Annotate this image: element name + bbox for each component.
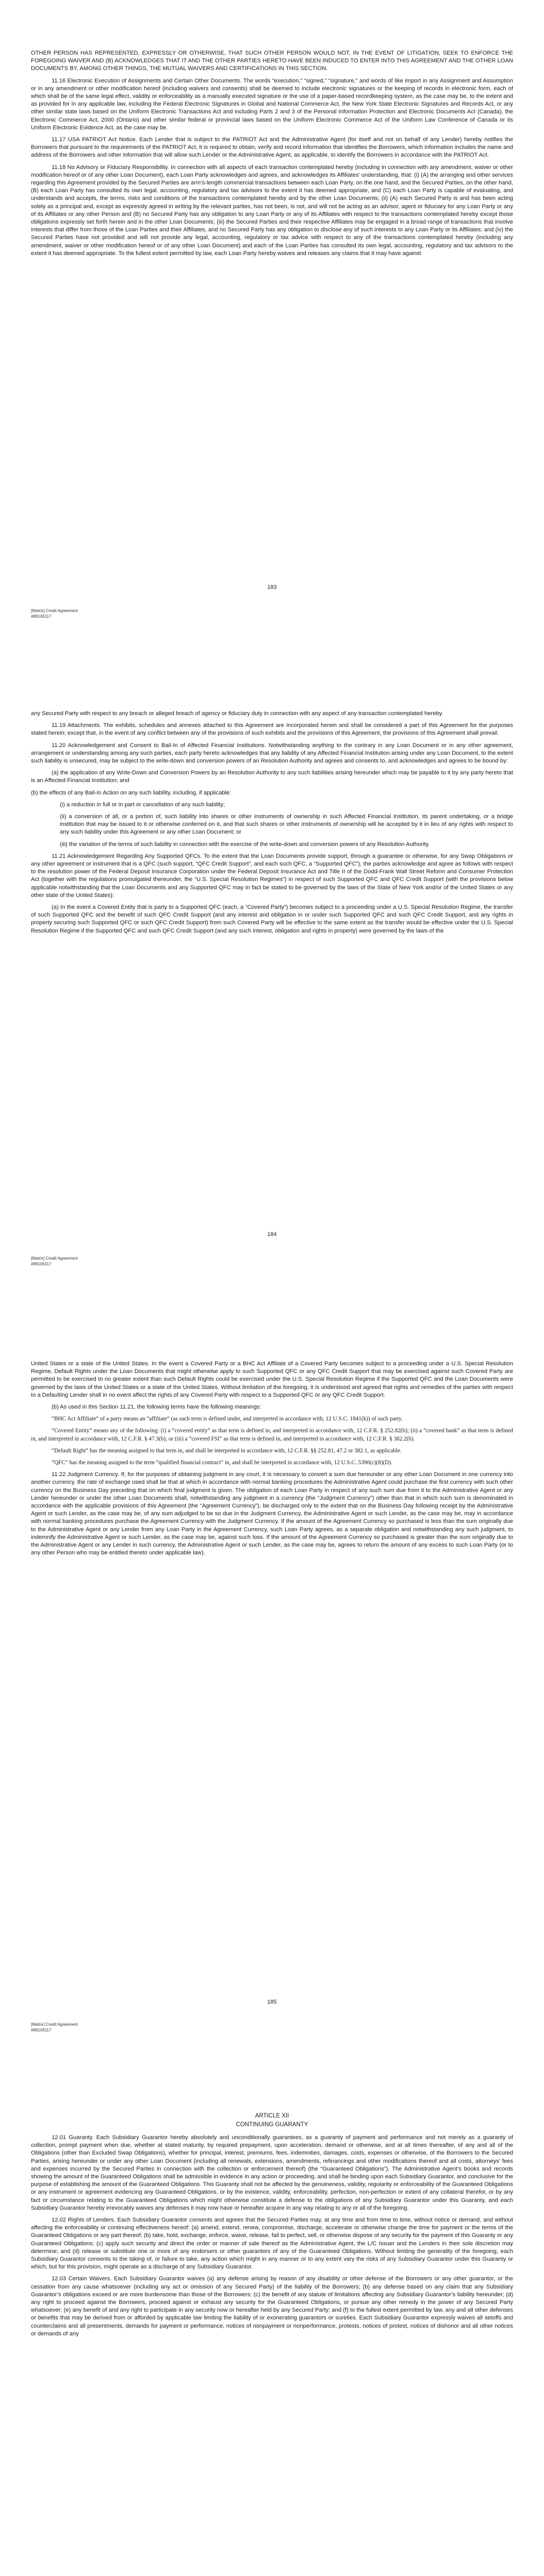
clause-i: (i) a reduction in full or in part or cancellation of any such liability; [60,801,225,808]
article-title: ARTICLE XII [255,2113,289,2119]
clause-a: (a) the application of any Write-Down and Conversion Powers by an Resolution Authority to any such liabilities arising hereunder which may be payable to it by any party hereto that is an Affected Financial Institution; and [31,770,513,784]
clause-ii: (ii) a conversion of all, or a portion of, such liability into shares or other instruments of ownership in such Affected Financial Institution, its parent undertaking, or a bridge institution that may be issued to it or otherwise conferred on it, and that such shares or other instruments of ownership will be accepted by it in lieu of any rights with respect to any such liability under this Agreement or any other Loan Document; or [60,814,513,836]
paragraph-11-18: 11.18 No Advisory or Fiduciary Responsibility. In connection with all aspects of each transaction contemplated hereby (including in connection with any amendment, waiver or other modification hereof or of any other Loan Document), each Loan Party acknowledges and agrees, and acknowledges its Affiliates’ understanding, that: (i) (A) the arranging and other services regarding this Agreement provided by the Secured Parties are arm’s-length commercial transactions between each Loan Party, on the one hand, and the Secured Parties, on the other hand, (B) each Loan Party has consulted its own legal, accounting, regulatory and tax advisors to the extent it has deemed appropriate, and (C) each Loan Party is capable of evaluating, and understands and accepts, the terms, risks and conditions of the transactions contemplated hereby and by the other Loan Documents; (ii) (A) each Secured Party is and has been acting solely as a principal and, except as expressly agreed in writing by the relevant parties, has not been, is not, and will not be acting as an advisor, agent or fiduciary for any Loan Party or any of its Affiliates or any other Person and (B) no Secured Party has any obligation to any Loan Party or any of its Affiliates with respect to the transactions contemplated hereby except those obligations expressly set forth herein and in the other Loan Documents; (iii) the Secured Parties and their respective Affiliates may be engaged in a broad range of transactions that involve interests that differ from those of the Loan Parties and their Affiliates, and no Secured Party has any obligation to disclose any of such interests to any Loan Party or its Affiliates; and (iv) the Secured Parties have not provided and will not provide any legal, accounting, regulatory or tax advice with respect to any of the transactions contemplated hereby (including any amendment, waiver or other modification hereof or of any other Loan Document) and each of the Loan Parties has consulted its own legal, accounting, regulatory and tax advisors to the extent it has deemed appropriate. To the fullest extent permitted by law, each Loan Party hereby waives and releases any claims that it may have against [31,164,513,257]
page-number: 183 [267,584,277,590]
paragraph-11-21: 11.21 Acknowledgement Regarding Any Supported QFCs. To the extent that the Loan Documents provide support, through a guarantee or otherwise, for any Swap Obligations or any other agreement or instrument that is a QFC (such support, “QFC Credit Support”, and each such QFC, a “Supported QFC”), the parties acknowledge and agree as follows with respect to the resolution power of the Federal Deposit Insurance Corporation under the Federal Deposit Insurance Act and Title II of the Dodd-Frank Wall Street Reform and Consumer Protection Act (together with the regulations promulgated thereunder, the “U.S. Special Resolution Regimes”) in respect of such Supported QFC and QFC Credit Support (with the provisions below applicable notwithstanding that the Loan Documents and any Supported QFC may in fact be stated to be governed by the laws of the State of New York and/or of the United States or any other state of the United States): [31,853,513,899]
page-footer [31,608,78,619]
page-footer [31,1256,78,1267]
document-page-184 [0,710,544,939]
definition-qfc: “QFC” has the meaning assigned to the term “qualified financial contract” in, and shall be interpreted in accordance with, 12 U.S.C. 5390(c)(8)(D). [52,1460,392,1466]
definition-covered-entity: “Covered Entity” means any of the following: (i) a “covered entity” as that term is defined in, and interpreted in accordance with, 12 C.F.R. § 252.82(b); (ii) a “covered bank” as that term is defined in, and interpreted in accordance with, 12 C.F.R. § 47.3(b); or (iii) a “covered FSI” as that term is defined in, and interpreted in accordance with, 12 C.F.R. § 382.2(b). [31,1428,513,1442]
clause-a-covered-party: (a) In the event a Covered Entity that is party to a Supported QFC (each, a “Covered Party”) becomes subject to a proceeding under a U.S. Special Resolution Regime, the transfer of such Supported QFC and the benefit of such QFC Credit Support (and any interest and obligation in or under such Supported QFC and such QFC Credit Support, and any rights in property securing such Supported QFC or such QFC Credit Support) from such Covered Party will be effective to the same extent as the transfer would be effective under the U.S. Special Resolution Regime if the Supported QFC and such QFC Credit Support (and any such interest, obligation and rights in property) were governed by the laws of the [31,904,513,934]
clause-b-definitions: (b) As used in this Section 11.21, the following terms have the following meanings: [52,1404,261,1411]
page-number: 185 [267,1999,277,2005]
definition-default-right: “Default Right” has the meaning assigned to that term in, and shall be interpreted in accordance with, 12 C.F.R. §§ 252.81, 47.2 or 382.1, as applicable. [52,1447,402,1454]
paragraph: any Secured Party with respect to any breach or alleged breach of agency or fiduciary duty in connection with any aspect of any transaction contemplated hereby. [31,710,443,717]
paragraph-11-20: 11.20 Acknowledgement and Consent to Bail-In of Affected Financial Institutions. Notwithstanding anything to the contrary in any Loan Document or in any other agreement, arrangement or understanding among any such parties, each party hereto acknowledges that any liability of any Affected Financial Institution arising under any Loan Document, to the extent such liability is unsecured, may be subject to the write-down and conversion powers of an Resolution Authority and agrees and consents to, and acknowledges and agrees to be bound by: [31,742,513,765]
document-page-185 [0,1360,544,1561]
footer-doc-id: #89106117 [31,614,52,619]
document-page-186 [0,2112,544,2342]
footer-title: [Matrix] Credit Agreement [31,608,78,613]
paragraph-11-19: 11.19 Attachments. The exhibits, schedules and annexes attached to this Agreement are incorporated herein and shall be considered a part of this Agreement for the purposes stated herein; except that, in the event of any conflict between any of the provisions of such exhibits and the provisions of this Agreement, the provisions of this Agreement shall prevail. [31,722,513,737]
footer-doc-id: #89106117 [31,1262,52,1266]
footer-title: [Matrix] Credit Agreement [31,2022,78,2027]
footer-title: [Matrix] Credit Agreement [31,1256,78,1261]
paragraph-11-17: 11.17 USA PATRIOT Act Notice. Each Lender that is subject to the PATRIOT Act and the Administrative Agent (for itself and not on behalf of any Lender) hereby notifies the Borrowers that pursuant to the requirements of the PATRIOT Act, it is required to obtain, verify and record information that identifies the Borrowers, which information includes the name and address of the Borrowers and other information that will allow such Lender or the Administrative Agent, as applicable, to identify the Borrowers in accordance with the PATRIOT Act. [31,137,513,159]
article-subtitle: CONTINUING GUARANTY [236,2122,308,2128]
page-number: 184 [267,1231,277,1238]
paragraph: United States or a state of the United States. In the event a Covered Party or a BHC Act Affiliate of a Covered Party becomes subject to a proceeding under a U.S. Special Resolution Regime, Default Rights under the Loan Documents that might otherwise apply to such Supported QFC or any QFC Credit Support that may be exercised against such Covered Party are permitted to be exercised to no greater extent than such Default Rights could be exercised under the U.S. Special Resolution Regime if the Supported QFC and the Loan Documents were governed by the laws of the United States or a state of the United States. Without limitation of the foregoing, it is understood and agreed that rights and remedies of the parties with respect to a Defaulting Lender shall in no event affect the rights of any Covered Party with respect to a Supported QFC or any QFC Credit Support. [31,1361,513,1398]
clause-iii: (iii) the variation of the terms of such liability in connection with the exercise of the write-down and conversion powers of any Resolution Authority. [60,841,430,848]
paragraph-12-02: 12.02 Rights of Lenders. Each Subsidiary Guarantor consents and agrees that the Secured Parties may, at any time and from time to time, without notice or demand, and without affecting the enforceability or continuing effectiveness hereof: (a) amend, extend, renew, compromise, discharge, accelerate or otherwise change the time for payment or the terms of the Guaranteed Obligations or any part thereof; (b) take, hold, exchange, enforce, waive, release, fail to perfect, sell, or otherwise dispose of any security for the payment of this Guaranty or any Guaranteed Obligations; (c) apply such security and direct the order or manner of sale thereof as the Administrative Agent, the L/C Issuer and the Lenders in their sole discretion may determine; and (d) release or substitute one or more of any endorsers or other guarantors of any of the Guaranteed Obligations. Without limiting the generality of the foregoing, each Subsidiary Guarantor consents to the taking of, or failure to take, any action which might in any manner or to any extent vary the risks of any Subsidiary Guarantor under this Guaranty or which, but for this provision, might operate as a discharge of any Subsidiary Guarantor. [31,2217,513,2270]
clause-b: (b) the effects of any Bail-In Action on any such liability, including, if applicable: [31,789,232,796]
paragraph-11-22: 11.22 Judgment Currency. If, for the purposes of obtaining judgment in any court, it is necessary to convert a sum due hereunder or any other Loan Document in one currency into another currency, the rate of exchange used shall be that at which in accordance with normal banking procedures the Administrative Agent could purchase the first currency with such other currency on the Business Day preceding that on which final judgment is given. The obligation of each Loan Party in respect of any such sum due from it to the Administrative Agent or any Lender hereunder or under the other Loan Documents shall, notwithstanding any judgment in a currency (the “Judgment Currency”) other than that in which such sum is denominated in accordance with the applicable provisions of this Agreement (the “Agreement Currency”), be discharged only to the extent that on the Business Day following receipt by the Administrative Agent or such Lender, as the case may be, of any sum adjudged to be so due in the Judgment Currency, the Administrative Agent or such Lender, as the case may be, may in accordance with normal banking procedures purchase the Agreement Currency with the Judgment Currency. If the amount of the Agreement Currency so purchased is less than the sum originally due to the Administrative Agent or any Lender from any Loan Party in the Agreement Currency, such Loan Party agrees, as a separate obligation and notwithstanding any such judgment, to indemnify the Administrative Agent or such Lender, as the case may be, against such loss. If the amount of the Agreement Currency so purchased is greater than the sum originally due to the Administrative Agent or any Lender in such currency, the Administrative Agent or such Lender, as the case may be, agrees to return the amount of any excess to such Loan Party (or to any other Person who may be entitled thereto under applicable law). [31,1471,513,1556]
document-page-183 [0,49,544,262]
paragraph-11-16: 11.16 Electronic Execution of Assignments and Certain Other Documents. The words “execution,” “signed,” “signature,” and words of like import in any Assignment and Assumption or in any amendment or other modification hereof (including waivers and consents) shall be deemed to include electronic signatures or the keeping of records in electronic form, each of which shall be of the same legal effect, validity or enforceability as a manually executed signature or the use of a paper-based recordkeeping system, as the case may be, to the extent and as provided for in any applicable law, including the Federal Electronic Signatures in Global and National Commerce Act, the New York State Electronic Signatures and Records Act, or any other similar state laws based on the Uniform Electronic Transactions Act and including Parts 2 and 3 of the Personal Information Protection and Electronic Documents Act (Canada), the Electronic Commerce Act, 2000 (Ontario) and other similar federal or provincial laws based on the Uniform Electronic Commerce Act of the Uniform Law Conference of Canada or its Uniform Electronic Evidence Act, as the case may be. [31,77,513,131]
footer-doc-id: #89106117 [31,2028,52,2032]
definition-bhc-act-affiliate: “BHC Act Affiliate” of a party means an “affiliate” (as such term is defined under, and interpreted in accordance with, 12 U.S.C. 1841(k)) of such party. [52,1416,403,1422]
page-footer [31,2022,78,2033]
paragraph-12-03: 12.03 Certain Waivers. Each Subsidiary Guarantor waives (a) any defense arising by reason of any disability or other defense of the Borrowers or any other guarantor, or the cessation from any cause whatsoever (including any act or omission of any Secured Party) of the liability of the Borrowers; (b) any defense based on any claim that any Subsidiary Guarantor’s obligations exceed or are more burdensome than those of the Borrowers; (c) the benefit of any statute of limitations affecting any Subsidiary Guarantor’s liability hereunder; (d) any right to proceed against the Borrowers, proceed against or exhaust any security for the Guaranteed Obligations, or pursue any other remedy in the power of any Secured Party whatsoever; (e) any benefit of and any right to participate in any security now or hereafter held by any Secured Party; and (f) to the fullest extent permitted by law, any and all other defenses or benefits that may be derived from or afforded by applicable law limiting the liability of or exonerating guarantors or sureties. Each Subsidiary Guarantor expressly waives all setoffs and counterclaims and all presentments, demands for payment or performance, notices of nonpayment or nonperformance, protests, notices of protest, notices of dishonor and all other notices or demands of any [31,2276,513,2337]
paragraph-12-01: 12.01 Guaranty. Each Subsidiary Guarantor hereby absolutely and unconditionally guarantees, as a guaranty of payment and performance and not merely as a guaranty of collection, prompt payment when due, whether at stated maturity, by required prepayment, upon acceleration, demand or otherwise, and at all times thereafter, of any and all of the Obligations (other than Excluded Swap Obligations), whether for principal, interest, premiums, fees, indemnities, damages, costs, expenses or otherwise, of the Borrowers to the Secured Parties, arising hereunder or under any other Loan Document (including all renewals, extensions, amendments, refinancings and other modifications thereof and all costs, attorneys’ fees and expenses incurred by the Secured Parties in connection with the collection or enforcement thereof) (the “Guaranteed Obligations”). The Administrative Agent’s books and records showing the amount of the Guaranteed Obligations shall be admissible in evidence in any action or proceeding, and shall be binding upon each Subsidiary Guarantor, and conclusive for the purpose of establishing the amount of the Guaranteed Obligations. This Guaranty shall not be affected by the genuineness, validity, regularity or enforceability of the Guaranteed Obligations or any instrument or agreement evidencing any Guaranteed Obligations, or by the existence, validity, enforceability, perfection, non-perfection or extent of any collateral therefor, or by any fact or circumstance relating to the Guaranteed Obligations which might otherwise constitute a defense to the obligations of any Subsidiary Guarantor under this Guaranty, and each Subsidiary Guarantor hereby irrevocably waives any defenses it may now have or hereafter acquire in any way relating to any or all of the foregoing. [31,2134,513,2211]
paragraph: OTHER PERSON HAS REPRESENTED, EXPRESSLY OR OTHERWISE, THAT SUCH OTHER PERSON WOULD NOT, IN THE EVENT OF LITIGATION, SEEK TO ENFORCE THE FOREGOING WAIVER AND (B) ACKNOWLEDGES THAT IT AND THE OTHER PARTIES HERETO HAVE BEEN INDUCED TO ENTER INTO THIS AGREEMENT AND THE OTHER LOAN DOCUMENTS BY, AMONG OTHER THINGS, THE MUTUAL WAIVERS AND CERTIFICATIONS IN THIS SECTION. [31,50,513,72]
